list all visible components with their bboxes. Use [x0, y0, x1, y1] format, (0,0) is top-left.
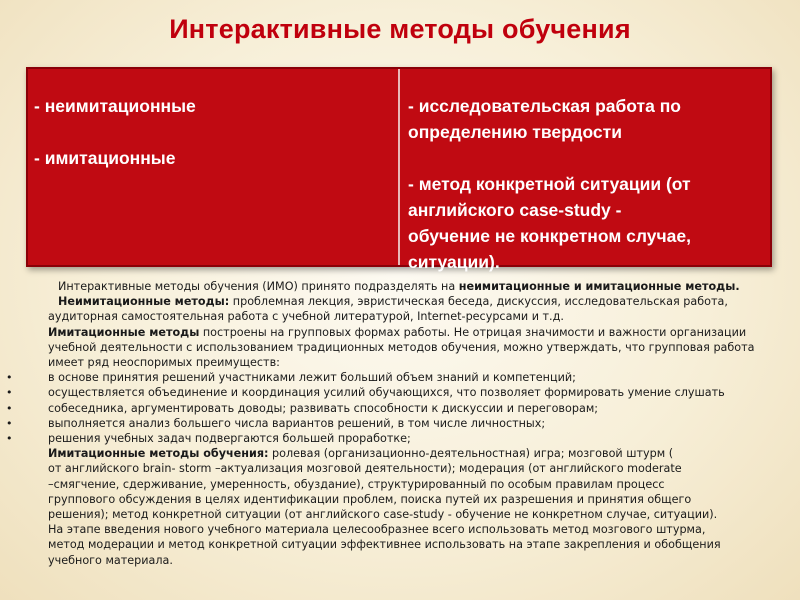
- bullet-icon: •: [6, 386, 13, 400]
- p1-bold: неимитационные и имитационные методы.: [458, 280, 740, 293]
- paragraph-4-cont-4: решения); метод конкретной ситуации (от английского case-study - обучение не конкретном случае, ситуации).: [48, 508, 718, 522]
- paragraph-2-cont: аудиторная самостоятельная работа с учебной литературой, Internet-ресурсами и т.д.: [48, 310, 564, 324]
- case-study-line-2: английского case-study -: [408, 200, 622, 220]
- list-item: [6, 370, 788, 385]
- p3-text: построены на групповых формах работы. Не отрицая значимости и важности организации: [199, 325, 747, 339]
- table-cell-left: [34, 93, 394, 171]
- paragraph-3: [48, 325, 788, 340]
- paragraph-2: [48, 294, 788, 309]
- methods-table: [26, 67, 772, 272]
- paragraph-4: [48, 446, 788, 461]
- p2-text: проблемная лекция, эвристическая беседа, дискуссия, исследовательская работа,: [229, 295, 728, 309]
- paragraph-1: [48, 279, 788, 294]
- list-item-text: в основе принятия решений участниками лежит больший объем знаний и компетенций;: [48, 371, 576, 385]
- bullet-icon: •: [6, 432, 13, 446]
- case-study-line-4: ситуации).: [408, 252, 500, 272]
- p4-text: ролевая (организационно-деятельностная) игра; мозговой штурм (: [268, 447, 674, 461]
- paragraph-5-cont-1: метод модерации и метод конкретной ситуации эффективнее использовать на этапе закрепления и обобщения: [48, 538, 721, 552]
- list-item-text: решения учебных задач подвергаются большей проработке;: [48, 432, 411, 446]
- list-item: [6, 431, 788, 446]
- table-cell-right: [408, 93, 768, 275]
- case-study-line-3: обучение не конкретном случае,: [408, 226, 691, 246]
- research-item-line-1: - исследовательская работа по: [408, 96, 681, 116]
- p1-text: Интерактивные методы обучения (ИМО) принято подразделять на: [58, 280, 459, 293]
- imitation-item: - имитационные: [34, 148, 176, 168]
- paragraph-4-cont-2: –смягчение, сдерживание, умеренность, обуздание), структурированный по особым правилам процесс: [48, 477, 665, 491]
- list-item: [6, 416, 788, 431]
- p2-bold: Неимитационные методы:: [58, 295, 230, 309]
- table-divider: [398, 69, 400, 265]
- paragraph-3-cont-2: имеет ряд неоспоримых преимуществ:: [48, 356, 280, 370]
- paragraph-3-cont-1: учебной деятельности с использованием традиционных методов обучения, можно утверждать, что групповая работа: [48, 340, 755, 354]
- paragraph-5-cont-2: учебного материала.: [48, 553, 173, 567]
- non-imitation-item: - неимитационные: [34, 96, 196, 116]
- paragraph-5: На этапе введения нового учебного материала целесообразнее всего использовать метод мозгового штурма,: [48, 523, 706, 537]
- p4-bold: Имитационные методы обучения:: [48, 447, 269, 461]
- paragraph-4-cont-1: от английского brain- storm –актуализация мозговой деятельности); модерация (от английского moderate: [48, 462, 682, 476]
- list-item: [6, 385, 788, 400]
- body-text: [6, 279, 788, 568]
- list-item: [6, 401, 788, 416]
- bullet-icon: •: [6, 371, 13, 385]
- list-item-text: осуществляется объединение и координация усилий обучающихся, что позволяет формировать умение слушать: [48, 386, 725, 400]
- bullet-icon: •: [6, 416, 13, 430]
- paragraph-4-cont-3: группового обсуждения в целях идентификации проблем, поиска путей их разрешения и принятия общего: [48, 492, 692, 506]
- list-item-text: выполняется анализ большего числа вариантов решений, в том числе личностных;: [48, 416, 546, 430]
- p3-bold: Имитационные методы: [48, 325, 200, 339]
- slide-title: Интерактивные методы обучения: [169, 14, 631, 44]
- bullet-icon: •: [6, 401, 13, 415]
- list-item-text: собеседника, аргументировать доводы; развивать способности к дискуссии и переговорам;: [48, 401, 599, 415]
- research-item-line-2: определению твердости: [408, 122, 622, 142]
- case-study-line-1: - метод конкретной ситуации (от: [408, 174, 691, 194]
